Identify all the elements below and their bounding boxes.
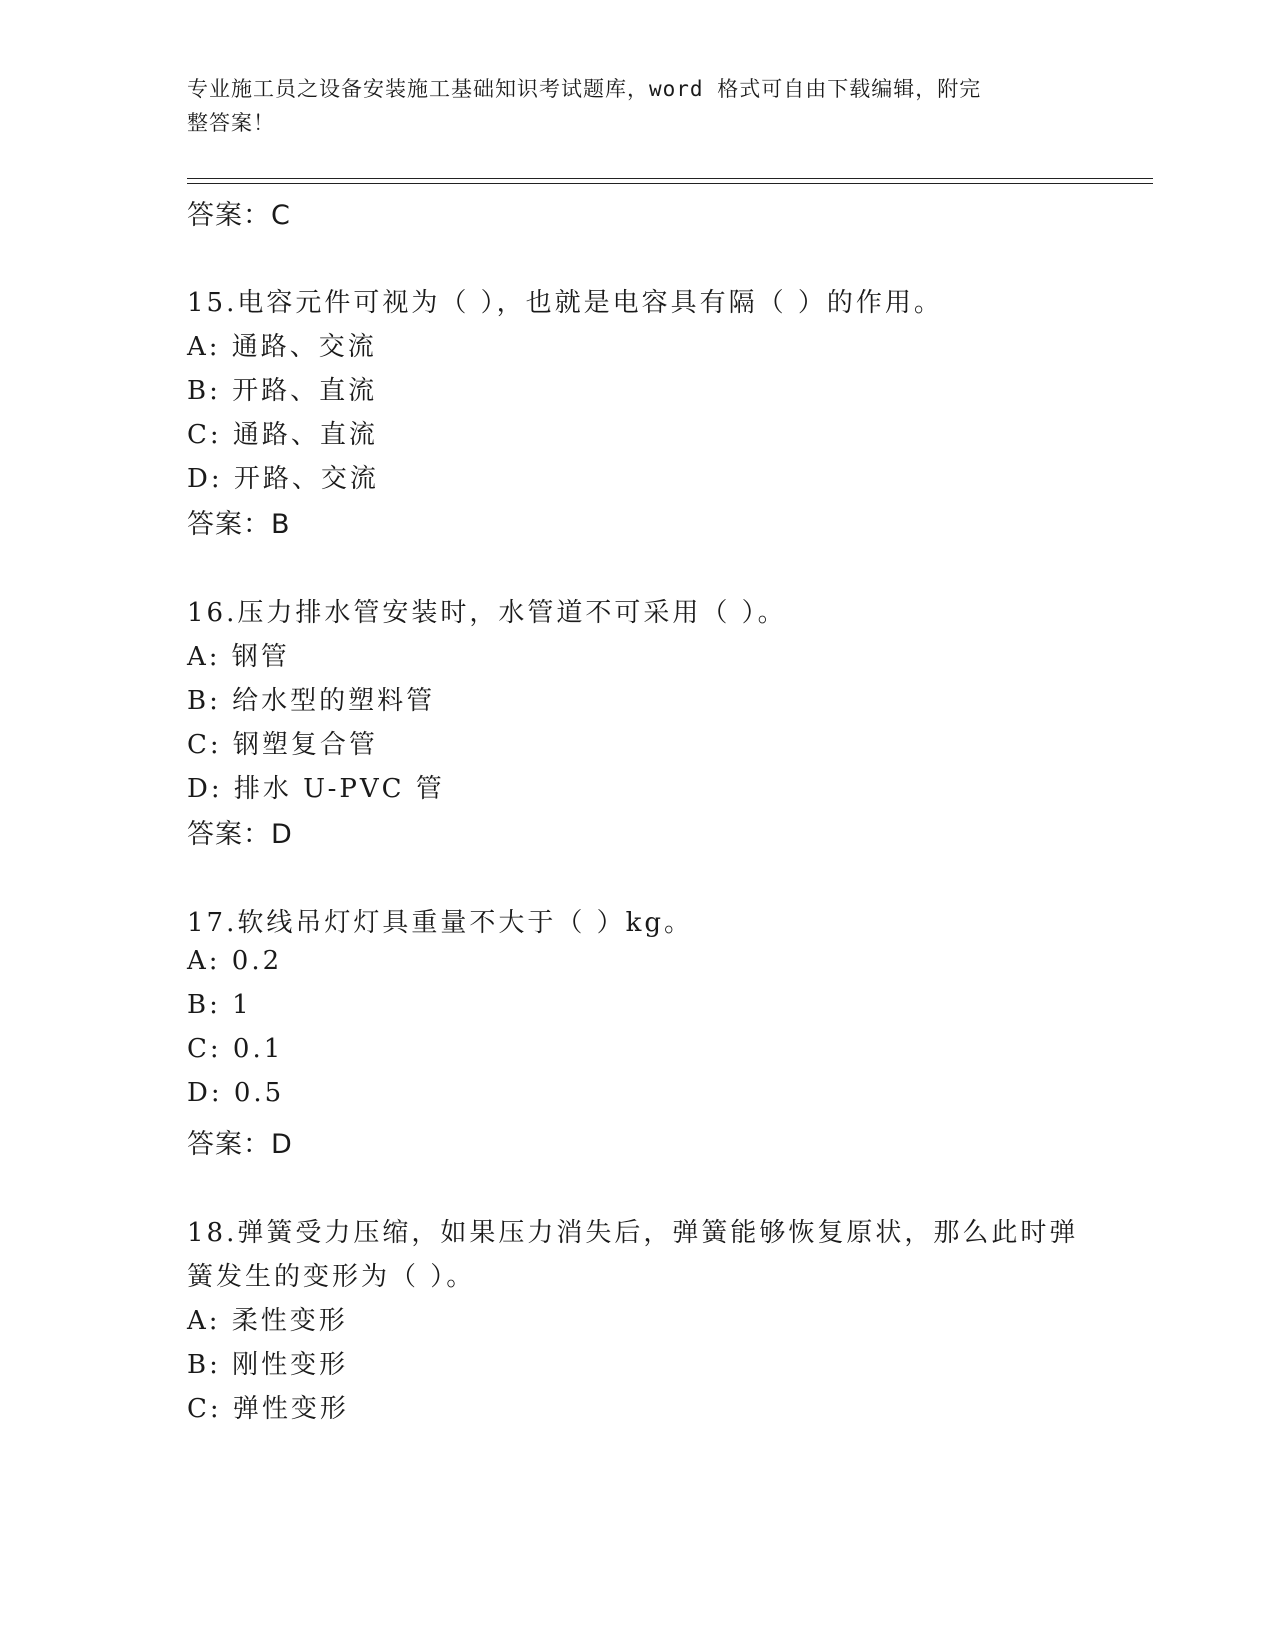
question-15-stem: 15.电容元件可视为（ ），也就是电容具有隔（ ）的作用。	[187, 288, 943, 318]
question-16-option-c: C: 钢塑复合管	[187, 730, 378, 760]
question-16-option-a: A: 钢管	[187, 642, 290, 672]
question-17-option-c: C: 0.1	[187, 1034, 284, 1064]
question-16-option-d: D: 排水 U-PVC 管	[187, 774, 445, 804]
header-title-line-2: 整答案！	[187, 111, 275, 135]
question-18-option-c: C: 弹性变形	[187, 1394, 349, 1424]
document-header	[187, 72, 1067, 140]
question-16-answer: 答案：D	[187, 819, 293, 850]
question-16-option-b: B: 给水型的塑料管	[187, 686, 436, 716]
question-16-stem: 16.压力排水管安装时，水管道不可采用（ ）。	[187, 598, 787, 628]
question-17-answer: 答案：D	[187, 1129, 293, 1160]
question-15-option-a: A: 通路、交流	[187, 332, 377, 362]
question-17-stem: 17.软线吊灯灯具重量不大于（ ）kg。	[187, 908, 694, 938]
question-15-option-b: B: 开路、直流	[187, 376, 378, 406]
question-18-option-a: A: 柔性变形	[187, 1306, 348, 1336]
question-17-option-b: B: 1	[187, 990, 252, 1020]
question-18-stem-line-1: 18.弹簧受力压缩，如果压力消失后，弹簧能够恢复原状，那么此时弹	[187, 1218, 1079, 1248]
question-17-option-d: D: 0.5	[187, 1078, 285, 1108]
header-divider-top	[187, 178, 1153, 179]
question-17-option-a: A: 0.2	[187, 946, 283, 976]
header-title-line-1: 专业施工员之设备安装施工基础知识考试题库，word 格式可自由下载编辑，附完	[187, 77, 982, 101]
previous-answer: 答案：C	[187, 200, 291, 231]
question-15-option-c: C: 通路、直流	[187, 420, 378, 450]
question-15-option-d: D: 开路、交流	[187, 464, 379, 494]
header-divider-bottom	[187, 183, 1153, 184]
question-18-option-b: B: 刚性变形	[187, 1350, 349, 1380]
question-18-stem-line-2: 簧发生的变形为（ ）。	[187, 1262, 476, 1292]
question-15-answer: 答案：B	[187, 509, 291, 540]
